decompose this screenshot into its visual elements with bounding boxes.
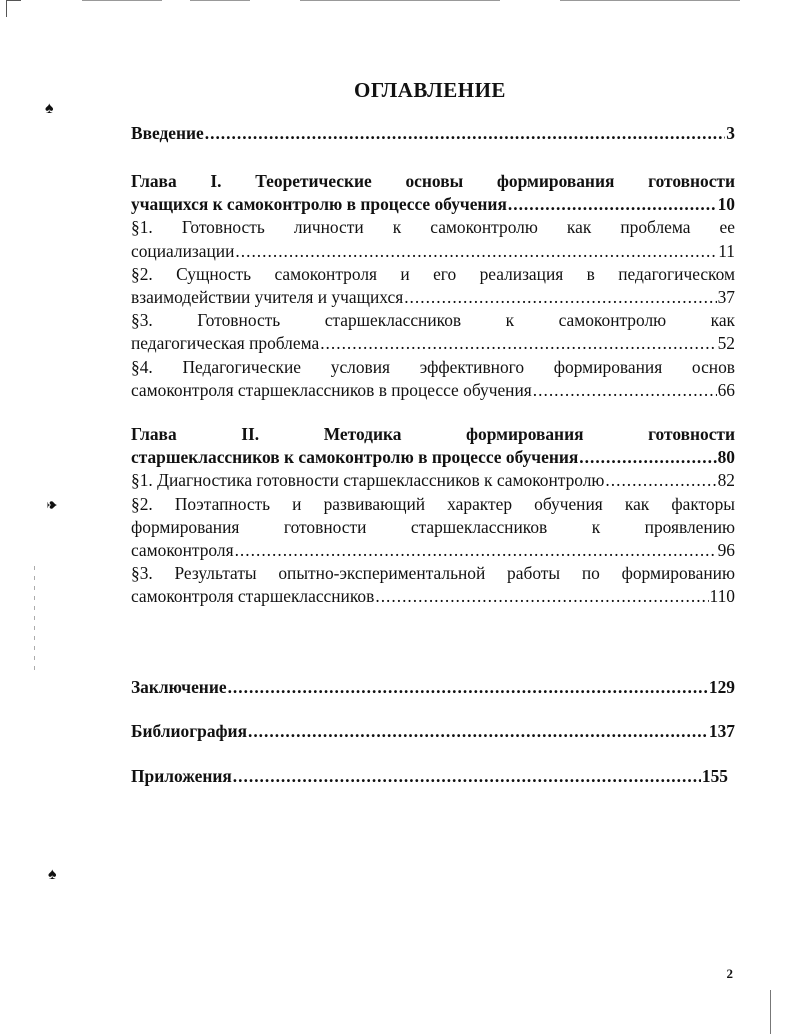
toc-leader-dots: [228, 676, 708, 699]
spade-mark-icon: ♠: [43, 500, 61, 510]
page-title: ОГЛАВЛЕНИЕ: [354, 78, 506, 102]
toc-leader-dots: [605, 469, 716, 492]
page-number: 2: [726, 966, 733, 981]
toc-entry-page: 155: [701, 766, 728, 786]
toc-section: [131, 216, 735, 262]
toc-entry-conclusion: [131, 676, 735, 699]
toc-entry-page: 11: [718, 240, 735, 261]
scan-top-line: [190, 0, 250, 1]
toc-chapter-1: [131, 170, 735, 402]
toc-entry-bibliography: [131, 720, 735, 743]
toc-leader-dots: [508, 193, 717, 216]
section-line: §2. Поэтапность и развивающий характер обучения как факторы: [131, 493, 735, 514]
toc-leader-dots: [248, 720, 708, 743]
toc-leader-dots: [320, 332, 716, 355]
toc-entry-label: Заключение: [131, 677, 227, 697]
scan-edge-line: [770, 990, 771, 1034]
toc-entry-page: 129: [708, 677, 735, 697]
section-line: §1. Диагностика готовности старшеклассников к самоконтролю: [131, 470, 605, 491]
scan-top-line: [82, 0, 162, 1]
scan-corner-mark: [6, 0, 21, 17]
toc-section: [131, 309, 735, 355]
toc-section: [131, 562, 735, 608]
toc-entry-page: 3: [726, 123, 735, 143]
toc-leader-dots: [533, 379, 717, 402]
section-line: самоконтроля: [131, 540, 234, 561]
toc-leader-dots: [235, 539, 717, 562]
toc-leader-dots: [404, 286, 716, 309]
section-line: §4. Педагогические условия эффективного формирования основ: [131, 356, 735, 377]
toc-entry-page: 52: [717, 333, 735, 354]
chapter-heading-line: учащихся к самоконтролю в процессе обучения: [131, 194, 507, 215]
toc-entry-page: 80: [717, 447, 735, 468]
section-line: §1. Готовность личности к самоконтролю как проблема ее: [131, 217, 735, 238]
toc-entry-intro: [131, 122, 735, 145]
toc-entry-page: 137: [708, 721, 735, 741]
section-line: взаимодействии учителя и учащихся: [131, 287, 404, 308]
toc-section: [131, 356, 735, 402]
toc-leader-dots: [235, 240, 717, 263]
spade-mark-icon: ♠: [45, 100, 54, 117]
chapter-heading-line: Глава I. Теоретические основы формирования готовности: [131, 171, 735, 191]
toc-entry-appendices: [131, 765, 728, 788]
section-line: §2. Сущность самоконтроля и его реализация в педагогическом: [131, 263, 735, 284]
chapter-heading-line: старшеклассников к самоконтролю в процессе обучения: [131, 447, 579, 468]
toc-entry-page: 10: [717, 194, 735, 215]
toc-entry-page: 66: [717, 379, 735, 400]
section-line: самоконтроля старшеклассников в процессе обучения: [131, 379, 532, 400]
toc-section: [131, 469, 735, 492]
toc-leader-dots: [205, 122, 726, 145]
toc-entry-label: Библиография: [131, 721, 247, 741]
toc-entry-label: Введение: [131, 123, 204, 143]
toc-entry-page: 82: [717, 470, 735, 491]
chapter-heading-line: Глава II. Методика формирования готовности: [131, 424, 735, 444]
scan-top-line: [300, 0, 500, 1]
toc-leader-dots: [579, 446, 716, 469]
spade-mark-icon: ♠: [48, 866, 57, 883]
section-line: педагогическая проблема: [131, 333, 320, 354]
toc-entry-page: 37: [717, 287, 735, 308]
toc-entry-label: Приложения: [131, 766, 232, 786]
scan-margin-line: [34, 566, 35, 676]
toc-chapter-2: [131, 423, 735, 609]
toc-entry-page: 110: [709, 586, 735, 607]
toc-leader-dots: [233, 765, 701, 788]
scan-top-line: [560, 0, 740, 1]
section-line: социализации: [131, 240, 235, 261]
section-line: формирования готовности старшеклассников к проявлению: [131, 516, 735, 537]
section-line: самоконтроля старшеклассников: [131, 586, 375, 607]
toc-section: [131, 493, 735, 563]
toc-section: [131, 263, 735, 309]
toc-entry-page: 96: [717, 540, 735, 561]
toc-leader-dots: [375, 585, 708, 608]
section-line: §3. Готовность старшеклассников к самоконтролю как: [131, 310, 735, 331]
section-line: §3. Результаты опытно-экспериментальной работы по формированию: [131, 563, 735, 584]
